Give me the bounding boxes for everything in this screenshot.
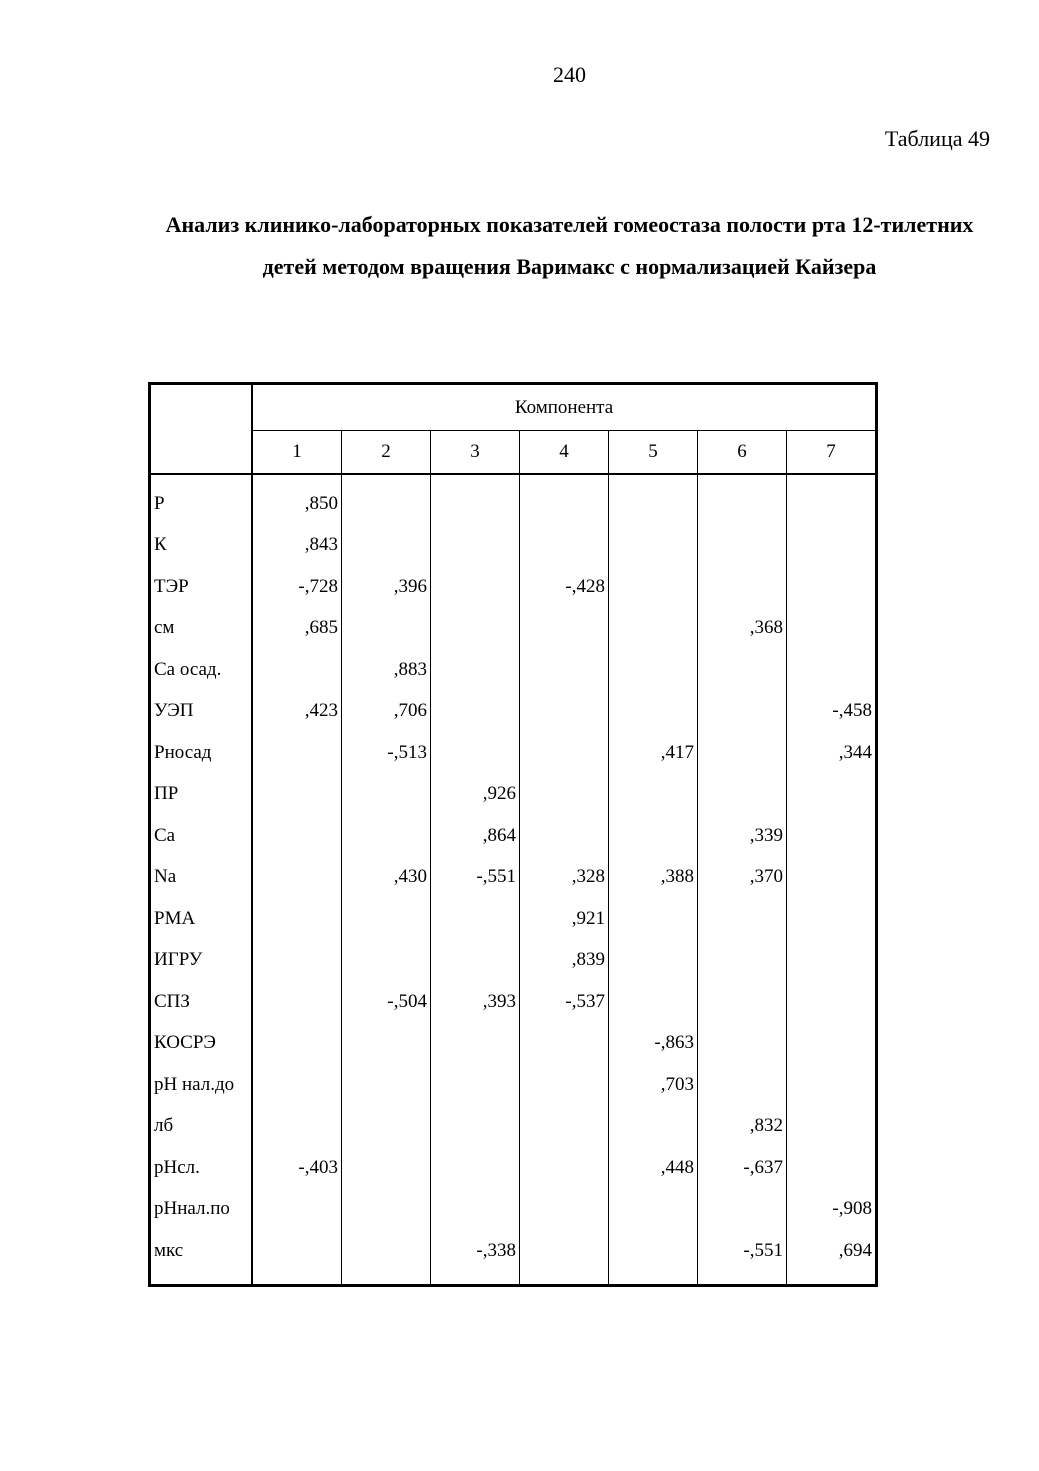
loading-cell: ,417 <box>609 732 698 774</box>
loading-cell <box>252 774 342 816</box>
loading-cell: ,388 <box>609 857 698 899</box>
loading-cell: ,685 <box>252 608 342 650</box>
row-label: УЭП <box>150 691 253 733</box>
loading-cell <box>698 1064 787 1106</box>
row-label: см <box>150 608 253 650</box>
table-group-header-row <box>150 384 877 431</box>
loading-cell <box>342 1023 431 1065</box>
column-header-7: 7 <box>787 431 877 475</box>
loading-cell: ,430 <box>342 857 431 899</box>
loading-cell <box>431 940 520 982</box>
loading-cell: ,423 <box>252 691 342 733</box>
loading-cell <box>787 608 877 650</box>
page-number: 240 <box>553 62 586 87</box>
loading-cell <box>431 1064 520 1106</box>
loading-cell <box>609 566 698 608</box>
table-row <box>150 940 877 982</box>
header-corner-cell <box>150 384 253 475</box>
loading-cell <box>520 1064 609 1106</box>
row-label: Ca осад. <box>150 649 253 691</box>
loading-cell <box>698 691 787 733</box>
loading-cell <box>609 1106 698 1148</box>
loading-cell <box>252 1106 342 1148</box>
component-group-header: Компонента <box>252 384 877 431</box>
loading-cell <box>609 608 698 650</box>
table-row <box>150 474 877 525</box>
loading-cell: ,883 <box>342 649 431 691</box>
loading-cell <box>787 1064 877 1106</box>
loading-cell: ,448 <box>609 1147 698 1189</box>
loading-cell: ,843 <box>252 525 342 567</box>
loading-cell <box>520 1106 609 1148</box>
loading-cell: ,396 <box>342 566 431 608</box>
loading-cell <box>609 774 698 816</box>
loading-cell <box>342 815 431 857</box>
component-loadings-table <box>148 382 878 1287</box>
loading-cell: -,728 <box>252 566 342 608</box>
loading-cell <box>698 898 787 940</box>
row-label: Na <box>150 857 253 899</box>
loading-cell <box>431 898 520 940</box>
row-label: pH нал.до <box>150 1064 253 1106</box>
loading-cell: -,637 <box>698 1147 787 1189</box>
loading-cell <box>252 732 342 774</box>
row-label: Pносад <box>150 732 253 774</box>
loading-cell <box>609 1189 698 1231</box>
loading-cell <box>698 940 787 982</box>
loading-cell <box>342 1147 431 1189</box>
loading-cell <box>252 898 342 940</box>
table-row <box>150 525 877 567</box>
loading-cell <box>787 566 877 608</box>
loading-cell: ,926 <box>431 774 520 816</box>
loading-cell <box>342 940 431 982</box>
loading-cell <box>609 981 698 1023</box>
loading-cell <box>787 525 877 567</box>
loading-cell: ,706 <box>342 691 431 733</box>
loading-cell: -,537 <box>520 981 609 1023</box>
loading-cell <box>787 898 877 940</box>
table-label: Таблица 49 <box>884 126 990 151</box>
column-header-6: 6 <box>698 431 787 475</box>
column-header-4: 4 <box>520 431 609 475</box>
loading-cell <box>520 649 609 691</box>
document-title: Анализ клинико-лабораторных показателей гомеостаза полости рта 12-тилетних детей методом вращения Варимакс с нормализацией Кайзера <box>165 212 974 279</box>
loading-cell: ,694 <box>838 1239 872 1261</box>
loading-cell <box>431 1189 520 1231</box>
loading-cell: -,513 <box>342 732 431 774</box>
table-row <box>150 1064 877 1106</box>
loading-cell: ,393 <box>431 981 520 1023</box>
table-row <box>150 981 877 1023</box>
row-label: Ca <box>150 815 253 857</box>
loading-cell <box>787 774 877 816</box>
table-row <box>150 1189 877 1231</box>
loading-cell <box>787 940 877 982</box>
loading-cell <box>252 857 342 899</box>
loading-cell <box>787 1023 877 1065</box>
loading-cell: ,839 <box>520 940 609 982</box>
loading-cell <box>787 1147 877 1189</box>
row-label: лб <box>150 1106 253 1148</box>
loading-cell <box>609 649 698 691</box>
loading-cell <box>787 981 877 1023</box>
loading-cell: ,328 <box>520 857 609 899</box>
loading-cell: ,368 <box>698 608 787 650</box>
loading-cell <box>609 525 698 567</box>
loading-cell: ,339 <box>698 815 787 857</box>
column-header-1: 1 <box>252 431 342 475</box>
loading-cell <box>520 815 609 857</box>
column-header-row <box>150 431 877 475</box>
loading-cell <box>698 732 787 774</box>
loading-cell <box>787 649 877 691</box>
loading-cell <box>431 1147 520 1189</box>
table-row <box>150 774 877 816</box>
loading-cell <box>252 981 342 1023</box>
loading-cell <box>431 1106 520 1148</box>
loading-cell <box>342 1189 431 1231</box>
loading-cell <box>787 1106 877 1148</box>
table-row <box>150 1023 877 1065</box>
table-row <box>150 857 877 899</box>
table-row <box>150 691 877 733</box>
loading-cell <box>520 608 609 650</box>
loading-cell <box>520 1147 609 1189</box>
loading-cell <box>252 815 342 857</box>
row-label: СПЗ <box>150 981 253 1023</box>
loading-cell <box>342 774 431 816</box>
loading-cell <box>698 981 787 1023</box>
loading-cell <box>609 691 698 733</box>
table-row <box>150 898 877 940</box>
row-label: ТЭР <box>150 566 253 608</box>
loading-cell <box>342 608 431 650</box>
loading-cell <box>431 608 520 650</box>
column-header-5: 5 <box>609 431 698 475</box>
table-row <box>150 1106 877 1148</box>
loading-cell <box>520 474 609 525</box>
loading-cell: ,850 <box>252 474 342 525</box>
loading-cell <box>431 525 520 567</box>
loading-cell <box>609 474 698 525</box>
loading-cell <box>787 474 877 525</box>
loading-cell <box>698 474 787 525</box>
loading-cell: -,551 <box>431 857 520 899</box>
loading-cell <box>252 1230 342 1285</box>
loading-cell <box>431 474 520 525</box>
loading-cell <box>431 566 520 608</box>
loading-cell: ,921 <box>520 898 609 940</box>
loading-cell <box>698 1189 787 1231</box>
loading-cell <box>520 732 609 774</box>
loading-cell: -,908 <box>832 1198 872 1220</box>
loading-cell <box>342 1230 431 1285</box>
loading-cell <box>252 1023 342 1065</box>
loading-cell <box>698 525 787 567</box>
loading-cell <box>609 940 698 982</box>
loading-cell <box>787 815 877 857</box>
loading-cell <box>609 1230 698 1285</box>
row-label: ПР <box>150 774 253 816</box>
loading-cell: ,832 <box>698 1106 787 1148</box>
loading-cell <box>520 691 609 733</box>
loading-cell <box>698 1023 787 1065</box>
column-header-3: 3 <box>431 431 520 475</box>
loading-cell <box>609 898 698 940</box>
row-label: КОСРЭ <box>150 1023 253 1065</box>
loading-cell <box>252 1064 342 1106</box>
loading-cell <box>431 649 520 691</box>
loading-cell: -,863 <box>609 1023 698 1065</box>
table-row <box>150 1230 877 1285</box>
loading-cell <box>252 1189 342 1231</box>
column-header-2: 2 <box>342 431 431 475</box>
loading-cell: ,703 <box>609 1064 698 1106</box>
loading-cell <box>342 474 431 525</box>
table-row <box>150 608 877 650</box>
loading-cell <box>787 857 877 899</box>
loading-cell: -,551 <box>698 1230 787 1285</box>
loading-cell <box>342 1106 431 1148</box>
loading-cell: -,338 <box>431 1230 520 1285</box>
loading-cell <box>698 774 787 816</box>
loading-cell: -,428 <box>520 566 609 608</box>
loading-cell <box>252 940 342 982</box>
row-label: К <box>150 525 253 567</box>
loading-cell: -,458 <box>832 700 872 722</box>
table-row <box>150 566 877 608</box>
row-label: P <box>150 474 253 525</box>
table-body <box>150 474 877 1285</box>
loading-cell <box>252 649 342 691</box>
row-label: ИГРУ <box>150 940 253 982</box>
loading-cell: ,864 <box>431 815 520 857</box>
loading-cell <box>431 732 520 774</box>
loading-cell <box>342 1064 431 1106</box>
table-row <box>150 649 877 691</box>
row-label: мкс <box>150 1230 253 1285</box>
loading-cell: -,504 <box>342 981 431 1023</box>
loading-cell <box>520 774 609 816</box>
loading-cell <box>431 1023 520 1065</box>
loading-cell <box>520 1230 609 1285</box>
row-label: pHнал.по <box>150 1189 253 1231</box>
loading-cell <box>342 525 431 567</box>
table-row <box>150 732 877 774</box>
loading-cell <box>342 898 431 940</box>
row-label: pHсл. <box>150 1147 253 1189</box>
table-row <box>150 1147 877 1189</box>
loading-cell <box>520 1023 609 1065</box>
loading-cell <box>698 649 787 691</box>
loading-cell: ,344 <box>838 741 872 763</box>
loading-cell <box>431 691 520 733</box>
loading-cell: -,403 <box>252 1147 342 1189</box>
loading-cell <box>698 566 787 608</box>
loading-cell <box>520 525 609 567</box>
loading-cell: ,370 <box>698 857 787 899</box>
row-label: PMA <box>150 898 253 940</box>
loading-cell <box>520 1189 609 1231</box>
table-row <box>150 815 877 857</box>
loading-cell <box>609 815 698 857</box>
